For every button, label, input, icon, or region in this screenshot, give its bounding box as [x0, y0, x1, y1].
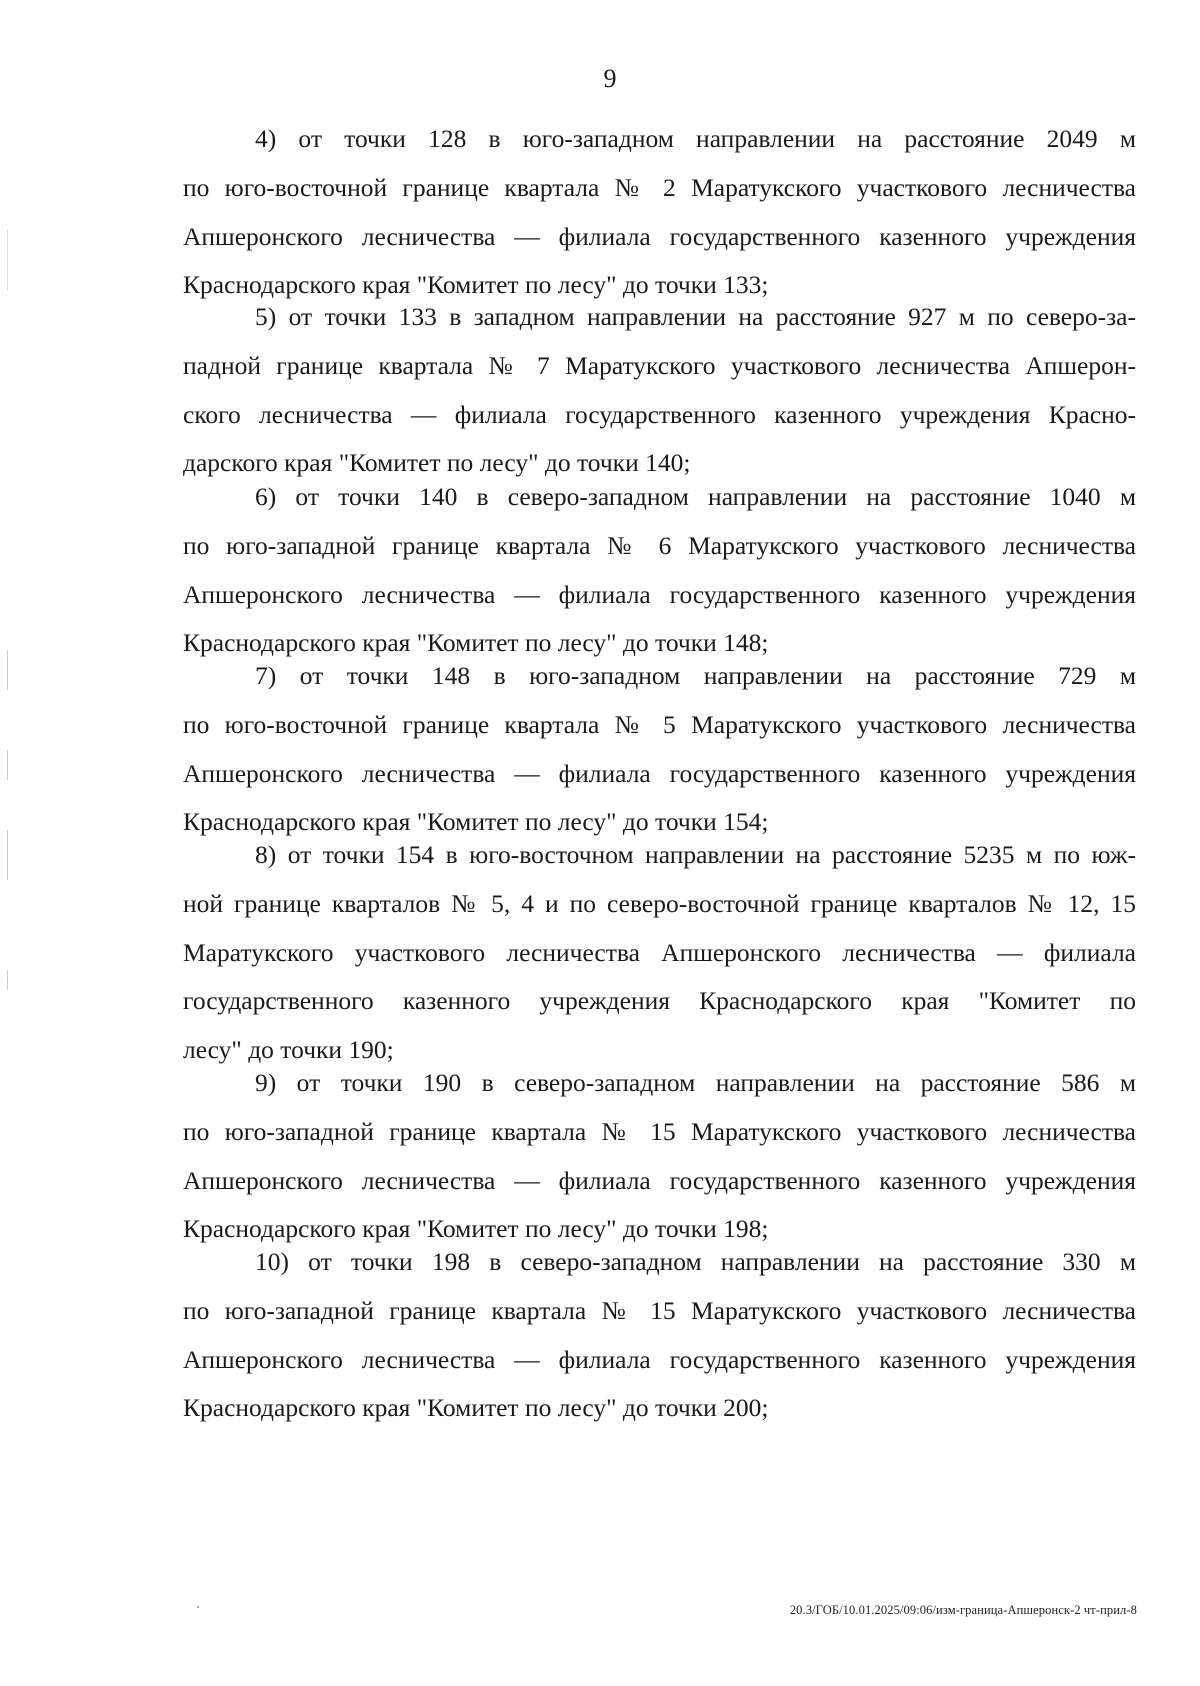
paragraph-line: 8) от точки 154 в юго-восточном направлении на расстояние 5235 м по юж-: [255, 840, 1136, 869]
paragraph-line: 9) от точки 190 в северо-западном направлении на расстояние 586 м: [255, 1068, 1136, 1097]
paragraph-line: лесу" до точки 190;: [183, 1035, 394, 1065]
paragraph-8: [183, 831, 1136, 1075]
page-number: 9: [603, 64, 617, 93]
paragraph-6: [183, 473, 1136, 668]
paragraph-4: [183, 115, 1136, 310]
paragraph-line: Краснодарского края "Комитет по лесу" до точки 148;: [183, 628, 769, 658]
paragraph-line: 5) от точки 133 в западном направлении на расстояние 927 м по северо-за-: [255, 302, 1136, 331]
paragraph-line: Краснодарского края "Комитет по лесу" до точки 200;: [183, 1393, 769, 1423]
paragraph-line: Краснодарского края "Комитет по лесу" до точки 198;: [183, 1214, 769, 1244]
paragraph-line: по юго-восточной границе квартала № 5 Маратукского участкового лесничества: [183, 709, 1136, 739]
paragraph-line: 7) от точки 148 в юго-западном направлении на расстояние 729 м: [255, 661, 1136, 690]
paragraph-line: 4) от точки 128 в юго-западном направлении на расстояние 2049 м: [255, 124, 1136, 153]
paragraph-line: Краснодарского края "Комитет по лесу" до точки 133;: [183, 270, 769, 300]
scan-speck: [197, 1606, 199, 1608]
paragraph-line: 10) от точки 198 в северо-западном направлении на расстояние 330 м: [255, 1247, 1136, 1276]
paragraph-line: Апшеронского лесничества — филиала государственного казенного учреждения: [183, 758, 1136, 788]
paragraph-line: Краснодарского края "Комитет по лесу" до точки 154;: [183, 807, 769, 837]
paragraph-line: по юго-западной границе квартала № 15 Маратукского участкового лесничества: [183, 1295, 1136, 1325]
paragraph-line: ной границе кварталов № 5, 4 и по северо-восточной границе кварталов № 12, 15: [183, 888, 1136, 918]
paragraph-line: государственного казенного учреждения Краснодарского края "Комитет по: [183, 986, 1136, 1016]
scan-margin-marks: [7, 230, 10, 990]
paragraph-line: ского лесничества — филиала государственного казенного учреждения Красно-: [183, 399, 1136, 429]
paragraph-line: дарского края "Комитет по лесу" до точки 140;: [183, 448, 691, 478]
paragraph-line: по юго-западной границе квартала № 15 Маратукского участкового лесничества: [183, 1116, 1136, 1146]
paragraph-line: Маратукского участкового лесничества Апшеронского лесничества — филиала: [183, 937, 1136, 967]
paragraph-line: Апшеронского лесничества — филиала государственного казенного учреждения: [183, 579, 1136, 609]
footer-document-code: 20.3/ГОБ/10.01.2025/09:06/изм-граница-Апшеронск-2 чт-прил-8: [789, 1603, 1137, 1617]
paragraph-line: падной границе квартала № 7 Маратукского участкового лесничества Апшерон-: [183, 350, 1136, 380]
paragraph-line: по юго-восточной границе квартала № 2 Маратукского участкового лесничества: [183, 172, 1136, 202]
paragraph-7: [183, 652, 1136, 847]
paragraph-10: [183, 1238, 1136, 1433]
paragraph-line: Апшеронского лесничества — филиала государственного казенного учреждения: [183, 1344, 1136, 1374]
paragraph-line: 6) от точки 140 в северо-западном направлении на расстояние 1040 м: [255, 482, 1136, 511]
paragraph-line: Апшеронского лесничества — филиала государственного казенного учреждения: [183, 221, 1136, 251]
paragraph-9: [183, 1059, 1136, 1254]
paragraph-5: [183, 293, 1136, 488]
paragraph-line: Апшеронского лесничества — филиала государственного казенного учреждения: [183, 1165, 1136, 1195]
paragraph-line: по юго-западной границе квартала № 6 Маратукского участкового лесничества: [183, 530, 1136, 560]
